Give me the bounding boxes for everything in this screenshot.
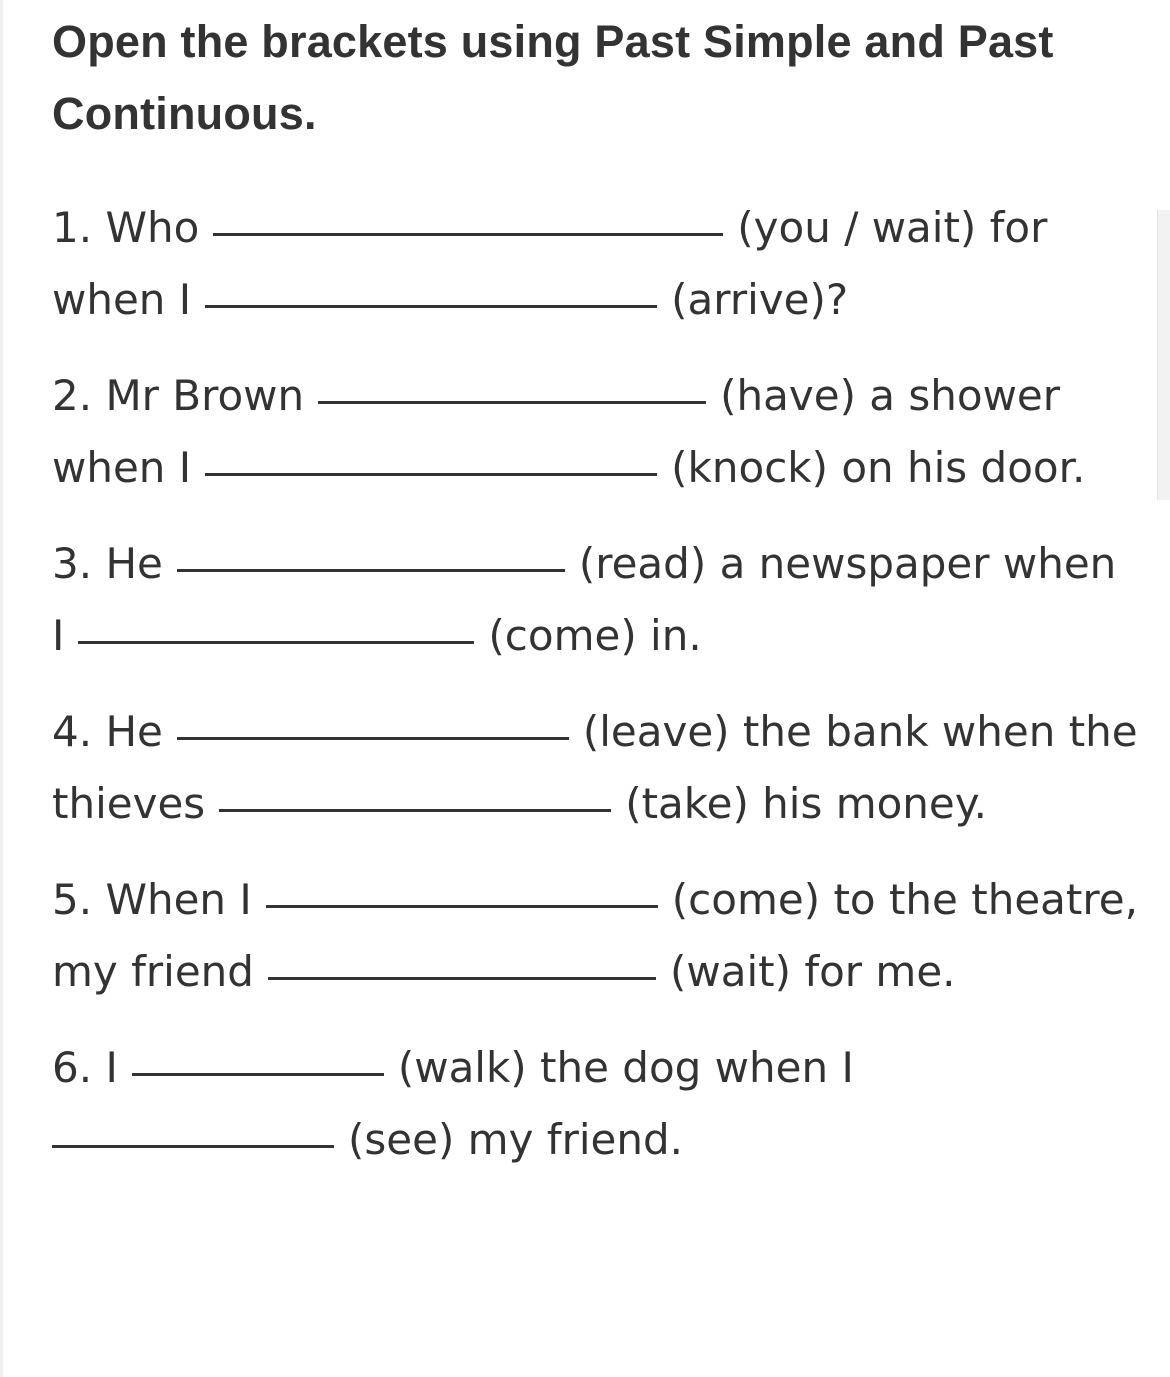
answer-blank-4a[interactable] — [177, 699, 569, 740]
verb-hint: (read) a newspaper — [578, 539, 990, 588]
answer-blank-6b[interactable] — [52, 1107, 334, 1148]
answer-blank-3b[interactable] — [78, 603, 474, 644]
verb-hint: (wait) for me. — [669, 947, 956, 996]
exercise-item-5 — [52, 864, 1142, 1008]
exercise-item-3 — [52, 528, 1142, 672]
verb-hint: (take) his money. — [625, 779, 987, 828]
verb-hint: (see) my friend. — [348, 1115, 683, 1164]
verb-hint: (come) to the — [671, 875, 958, 924]
item-text-middle: when I — [52, 443, 192, 492]
item-number: 4. — [52, 707, 93, 756]
answer-blank-2a[interactable] — [318, 363, 706, 404]
answer-blank-2b[interactable] — [205, 435, 657, 476]
answer-blank-5b[interactable] — [268, 939, 656, 980]
verb-hint: (arrive)? — [671, 275, 849, 324]
answer-blank-6a[interactable] — [132, 1035, 384, 1076]
item-text-start: Who — [105, 203, 200, 252]
exercise-item-6 — [52, 1032, 1142, 1176]
item-number: 2. — [52, 371, 93, 420]
verb-hint: (knock) on his door. — [671, 443, 1086, 492]
item-text-middle: when I — [52, 275, 192, 324]
answer-blank-1b[interactable] — [205, 267, 657, 308]
answer-blank-4b[interactable] — [219, 771, 611, 812]
item-number: 1. — [52, 203, 93, 252]
answer-blank-5a[interactable] — [266, 867, 658, 908]
answer-blank-3a[interactable] — [177, 531, 565, 572]
answer-blank-1a[interactable] — [213, 195, 723, 236]
item-number: 5. — [52, 875, 93, 924]
verb-hint: (walk) the dog when I — [397, 1043, 854, 1092]
exercise-list — [52, 192, 1142, 1176]
exercise-item-1 — [52, 192, 1142, 336]
item-text-start: He — [105, 539, 163, 588]
item-number: 6. — [52, 1043, 93, 1092]
scrollbar-track[interactable] — [1157, 210, 1170, 500]
item-text-middle: theatre, my friend — [52, 875, 1138, 996]
verb-hint: (come) in. — [488, 611, 702, 660]
item-text-start: When I — [105, 875, 252, 924]
item-text-middle: when I — [52, 539, 1117, 660]
worksheet — [52, 0, 1142, 1200]
item-text-middle: the thieves — [52, 707, 1138, 828]
left-page-edge — [0, 0, 3, 1377]
item-number: 3. — [52, 539, 93, 588]
item-text-start: He — [105, 707, 163, 756]
verb-hint: (have) a shower — [720, 371, 1061, 420]
verb-hint: (leave) the bank when — [582, 707, 1056, 756]
exercise-item-4 — [52, 696, 1142, 840]
exercise-title: Open the brackets using Past Simple and Past Continuous. — [52, 16, 1054, 139]
item-text-start: Mr Brown — [105, 371, 305, 420]
item-text-start: I — [105, 1043, 118, 1092]
verb-hint: (you / wait) for — [737, 203, 1048, 252]
exercise-item-2 — [52, 360, 1142, 504]
